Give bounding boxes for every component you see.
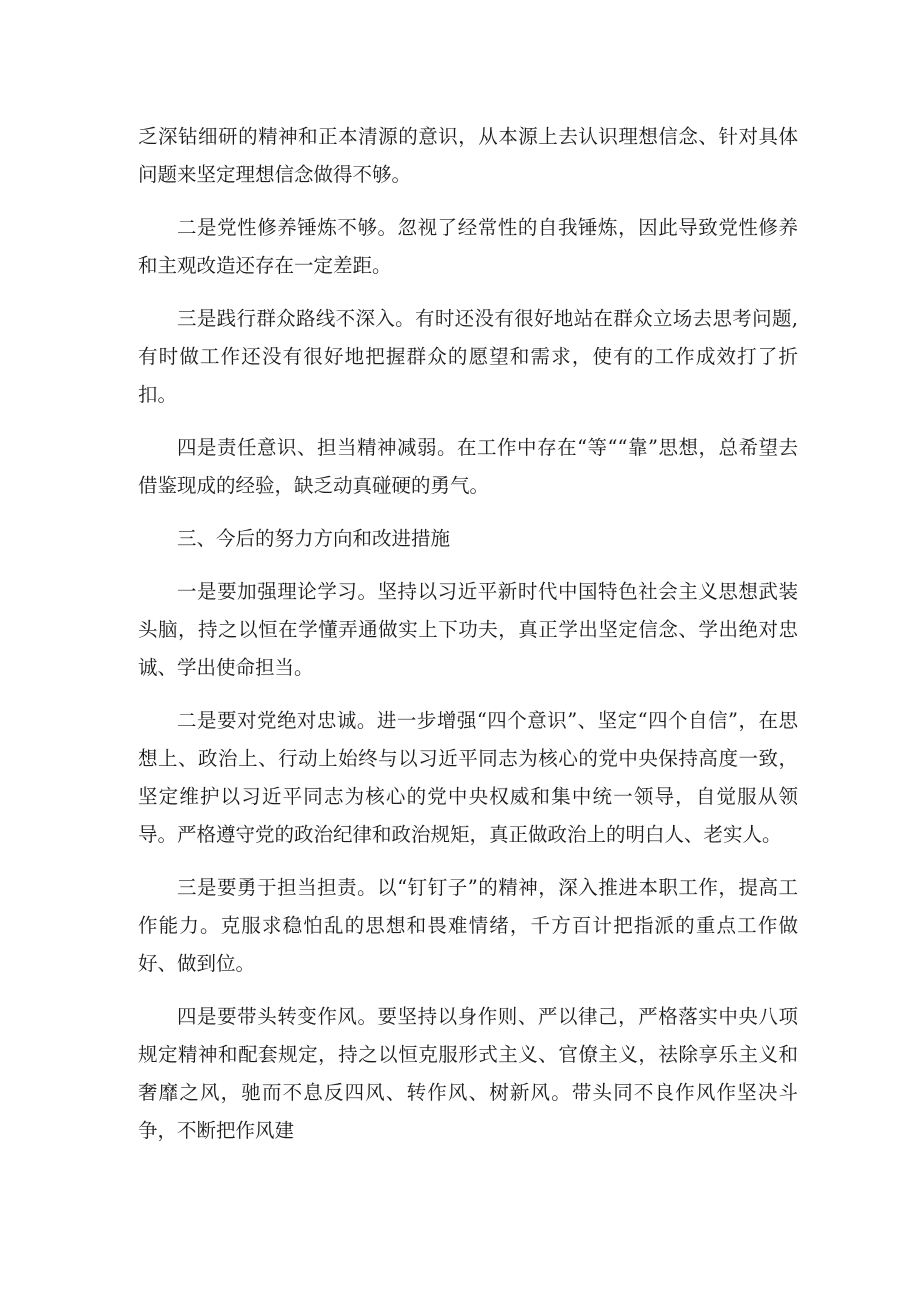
paragraph-party-spirit: 二是党性修养锤炼不够。忽视了经常性的自我锤炼，因此导致党性修养和主观改造还存在一定差距。 [138, 216, 798, 277]
paragraph-work-style: 四是要带头转变作风。要坚持以身作则、严以律己，严格落实中央八项规定精神和配套规定，持之以恒克服形式主义、官僚主义，祛除享乐主义和奢靡之风，驰而不息反四风、转作风、树新风。带头同不良作风作坚决斗争，不断把作风建 [138, 1005, 798, 1142]
section-heading-improvement-measures: 三、今后的努力方向和改进措施 [177, 527, 451, 550]
document-body [138, 118, 798, 1165]
paragraph-mass-line: 三是践行群众路线不深入。有时还没有很好地站在群众立场去思考问题,有时做工作还没有很好地把握群众的愿望和需求，使有的工作成效打了折扣。 [138, 307, 798, 406]
paragraph-responsibility: 四是责任意识、担当精神减弱。在工作中存在“等““靠”思想，总希望去借鉴现成的经验，缺乏动真碰硬的勇气。 [138, 436, 798, 497]
paragraph-continuation: 乏深钻细研的精神和正本清源的意识，从本源上去认识理想信念、针对具体问题来坚定理想信念做得不够。 [138, 125, 798, 186]
paragraph-take-responsibility: 三是要勇于担当担责。以“钉钉子”的精神，深入推进本职工作，提高工作能力。克服求稳怕乱的思想和畏难情绪，千方百计把指派的重点工作做好、做到位。 [138, 876, 798, 975]
paragraph-theory-study: 一是要加强理论学习。坚持以习近平新时代中国特色社会主义思想武装头脑，持之以恒在学懂弄通做实上下功夫，真正学出坚定信念、学出绝对忠诚、学出使命担当。 [138, 580, 798, 679]
paragraph-loyalty: 二是要对党绝对忠诚。进一步增强“四个意识”、坚定“四个自信”，在思想上、政治上、行动上始终与以习近平同志为核心的党中央保持高度一致，坚定维护以习近平同志为核心的党中央权威和集中统一领导，自觉服从领导。严格遵守党的政治纪律和政治规矩，真正做政治上的明白人、老实人。 [138, 709, 798, 846]
